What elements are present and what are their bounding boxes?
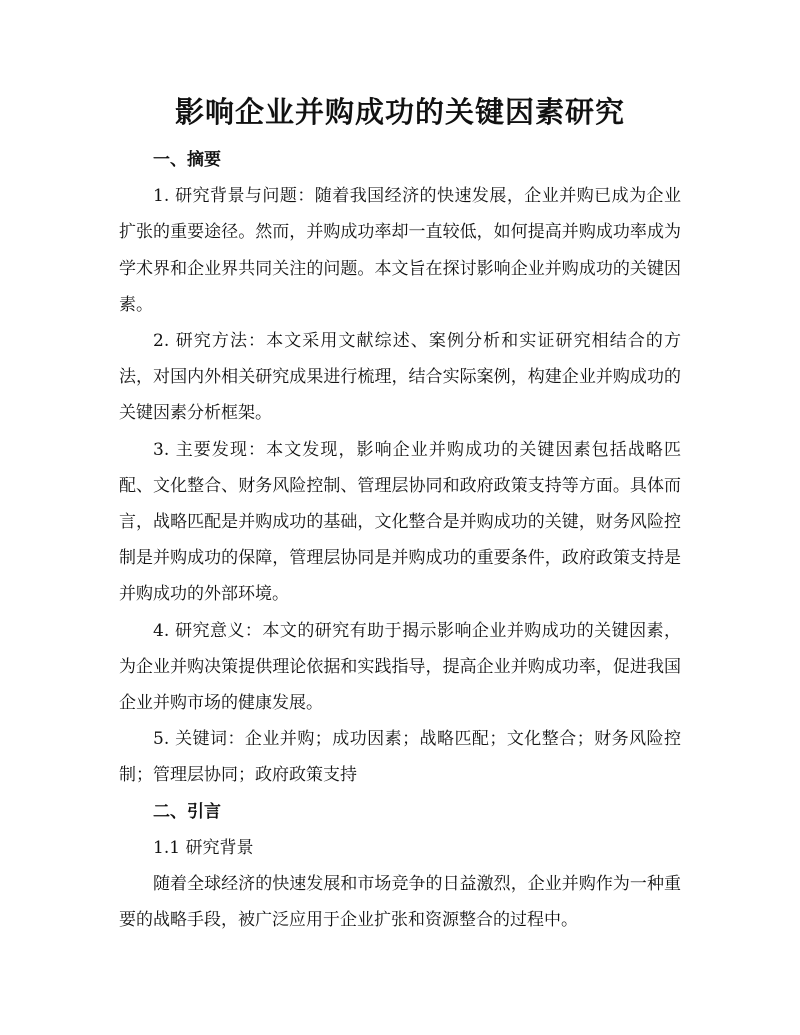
abstract-paragraph-findings: 3. 主要发现：本文发现，影响企业并购成功的关键因素包括战略匹配、文化整合、财务风险控制、管理层协同和政府政策支持等方面。具体而言，战略匹配是并购成功的基础，文化整合是并购成功的关键，财务风险控制是并购成功的保障，管理层协同是并购成功的重要条件，政府政策支持是并购成功的外部环境。: [119, 439, 681, 605]
subsection-heading-background: 1.1 研究背景: [153, 837, 254, 858]
abstract-paragraph-method: 2. 研究方法：本文采用文献综述、案例分析和实证研究相结合的方法，对国内外相关研究成果进行梳理，结合实际案例，构建企业并购成功的关键因素分析框架。: [119, 331, 681, 424]
abstract-paragraph-significance: 4. 研究意义：本文的研究有助于揭示影响企业并购成功的关键因素，为企业并购决策提供理论依据和实践指导，提高企业并购成功率，促进我国企业并购市场的健康发展。: [119, 620, 681, 714]
abstract-paragraph-keywords: 5. 关键词：企业并购；成功因素；战略匹配；文化整合；财务风险控制；管理层协同；政府政策支持: [119, 729, 681, 786]
section-heading-introduction: 二、引言: [153, 801, 221, 822]
abstract-paragraph-background: 1. 研究背景与问题：随着我国经济的快速发展，企业并购已成为企业扩张的重要途径。然而，并购成功率却一直较低，如何提高并购成功率成为学术界和企业界共同关注的问题。本文旨在探讨影响企业并购成功的关键因素。: [119, 186, 681, 315]
document-title: 影响企业并购成功的关键因素研究: [174, 95, 625, 129]
section-heading-abstract: 一、摘要: [153, 150, 221, 170]
document-body: [119, 142, 681, 938]
introduction-paragraph: 随着全球经济的快速发展和市场竞争的日益激烈，企业并购作为一种重要的战略手段，被广泛应用于企业扩张和资源整合的过程中。: [119, 874, 681, 931]
